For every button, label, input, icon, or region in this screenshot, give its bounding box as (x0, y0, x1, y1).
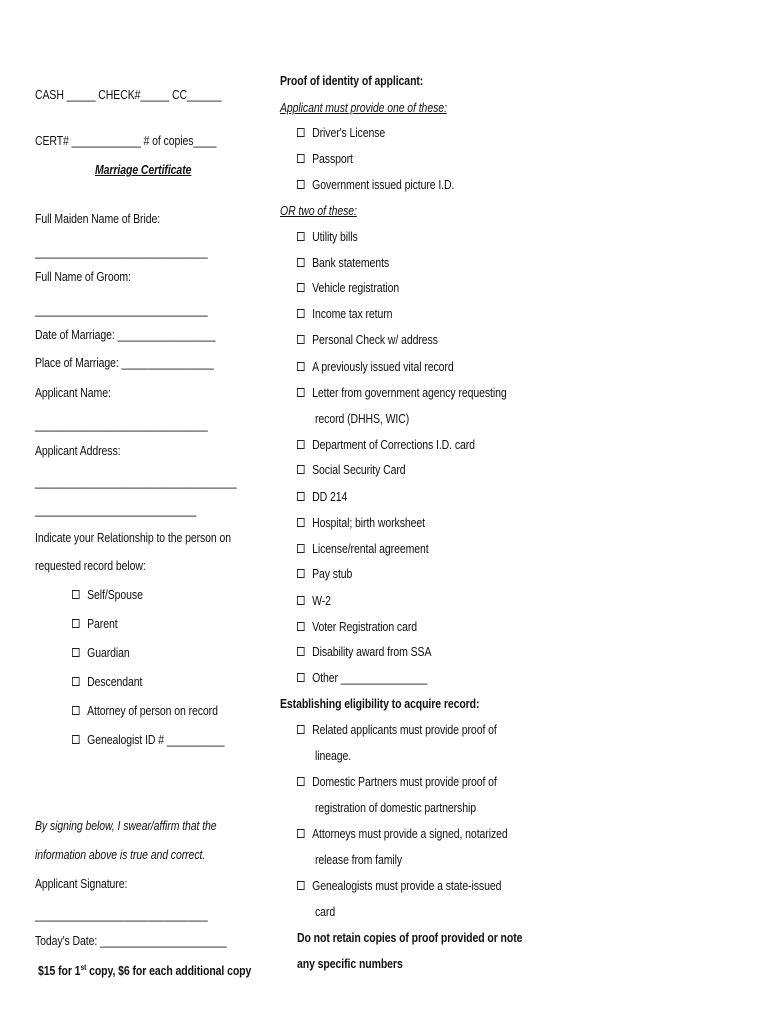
checkbox-icon[interactable] (297, 154, 305, 163)
todays-date-field[interactable]: Today's Date: ______________________ (35, 934, 227, 948)
relationship-option-guardian[interactable]: Guardian (72, 646, 130, 660)
date-of-marriage-field[interactable]: Date of Marriage: _________________ (35, 328, 216, 342)
proof-item[interactable]: DD 214 (297, 490, 347, 504)
form-title: Marriage Certificate (95, 163, 192, 177)
relationship-option-genealogist[interactable]: Genealogist ID # __________ (72, 733, 224, 747)
retain-note-line-2: any specific numbers (297, 957, 403, 971)
proof-item[interactable]: License/rental agreement (297, 542, 429, 556)
checkbox-icon[interactable] (297, 725, 305, 734)
swear-line-2: information above is true and correct. (35, 848, 206, 862)
checkbox-icon[interactable] (297, 596, 305, 605)
eligibility-item-continuation: lineage. (315, 749, 352, 763)
proof-item[interactable]: Utility bills (297, 230, 358, 244)
checkbox-icon[interactable] (297, 465, 305, 474)
checkbox-icon[interactable] (297, 309, 305, 318)
relationship-option-attorney[interactable]: Attorney of person on record (72, 704, 218, 718)
eligibility-item-continuation: registration of domestic partnership (315, 801, 476, 815)
groom-blank[interactable]: ______________________________ (35, 303, 208, 317)
checkbox-icon[interactable] (72, 706, 80, 715)
signature-blank[interactable]: ______________________________ (35, 908, 208, 922)
checkbox-icon[interactable] (72, 619, 80, 628)
checkbox-icon[interactable] (297, 232, 305, 241)
proof-item[interactable]: Personal Check w/ address (297, 333, 438, 347)
checkbox-icon[interactable] (297, 362, 305, 371)
checkbox-icon[interactable] (297, 388, 305, 397)
checkbox-icon[interactable] (72, 648, 80, 657)
proof-item[interactable]: A previously issued vital record (297, 360, 454, 374)
checkbox-icon[interactable] (72, 677, 80, 686)
signature-label: Applicant Signature: (35, 877, 128, 891)
applicant-name-label: Applicant Name: (35, 386, 111, 400)
proof-item[interactable]: Pay stub (297, 567, 352, 581)
checkbox-icon[interactable] (72, 590, 80, 599)
checkbox-icon[interactable] (72, 735, 80, 744)
eligibility-item[interactable]: Related applicants must provide proof of (297, 723, 497, 737)
checkbox-icon[interactable] (297, 647, 305, 656)
eligibility-item-continuation: card (315, 905, 336, 919)
applicant-address-label: Applicant Address: (35, 444, 121, 458)
proof-item[interactable]: Bank statements (297, 256, 389, 270)
proof-item[interactable]: Government issued picture I.D. (297, 178, 454, 192)
checkbox-icon[interactable] (297, 881, 305, 890)
checkbox-icon[interactable] (297, 283, 305, 292)
proof-item[interactable]: Department of Corrections I.D. card (297, 438, 475, 452)
relationship-line-2: requested record below: (35, 559, 146, 573)
checkbox-icon[interactable] (297, 180, 305, 189)
relationship-option-self[interactable]: Self/Spouse (72, 588, 143, 602)
relationship-option-descendant[interactable]: Descendant (72, 675, 142, 689)
proof-item[interactable]: Voter Registration card (297, 620, 417, 634)
place-of-marriage-field[interactable]: Place of Marriage: ________________ (35, 356, 214, 370)
checkbox-icon[interactable] (297, 569, 305, 578)
applicant-name-blank[interactable]: ______________________________ (35, 418, 208, 432)
proof-item[interactable]: Passport (297, 152, 353, 166)
retain-note-line-1: Do not retain copies of proof provided or note (297, 931, 523, 945)
proof-item[interactable]: Hospital; birth worksheet (297, 516, 425, 530)
checkbox-icon[interactable] (297, 492, 305, 501)
proof-item[interactable]: Other _______________ (297, 671, 427, 685)
bride-label: Full Maiden Name of Bride: (35, 212, 161, 226)
swear-line-1: By signing below, I swear/affirm that the (35, 819, 217, 833)
applicant-address-blank-1[interactable]: ___________________________________ (35, 475, 237, 489)
applicant-address-blank-2[interactable]: ____________________________ (35, 503, 197, 517)
eligibility-item[interactable]: Attorneys must provide a signed, notarized (297, 827, 508, 841)
bride-blank[interactable]: ______________________________ (35, 245, 208, 259)
eligibility-item[interactable]: Genealogists must provide a state-issued (297, 879, 501, 893)
checkbox-icon[interactable] (297, 518, 305, 527)
eligibility-heading: Establishing eligibility to acquire record: (280, 697, 480, 711)
proof-item[interactable]: W-2 (297, 594, 331, 608)
proof-item[interactable]: Social Security Card (297, 463, 406, 477)
checkbox-icon[interactable] (297, 335, 305, 344)
checkbox-icon[interactable] (297, 829, 305, 838)
fee-note: $15 for 1st copy, $6 for each additional copy (38, 963, 252, 979)
relationship-line-1: Indicate your Relationship to the person on (35, 531, 232, 545)
cert-line: CERT# ____________ # of copies____ (35, 134, 217, 148)
groom-label: Full Name of Groom: (35, 270, 131, 284)
proof-item[interactable]: Disability award from SSA (297, 645, 431, 659)
or-two-heading: OR two of these: (280, 204, 357, 218)
must-provide-heading: Applicant must provide one of these: (280, 101, 447, 115)
checkbox-icon[interactable] (297, 777, 305, 786)
proof-item[interactable]: Vehicle registration (297, 281, 399, 295)
eligibility-item[interactable]: Domestic Partners must provide proof of (297, 775, 497, 789)
checkbox-icon[interactable] (297, 440, 305, 449)
proof-item[interactable]: Letter from government agency requesting (297, 386, 507, 400)
relationship-option-parent[interactable]: Parent (72, 617, 118, 631)
proof-heading: Proof of identity of applicant: (280, 74, 424, 88)
proof-item[interactable]: Driver's License (297, 126, 385, 140)
checkbox-icon[interactable] (297, 544, 305, 553)
checkbox-icon[interactable] (297, 128, 305, 137)
eligibility-item-continuation: release from family (315, 853, 403, 867)
checkbox-icon[interactable] (297, 622, 305, 631)
proof-item[interactable]: Income tax return (297, 307, 392, 321)
checkbox-icon[interactable] (297, 673, 305, 682)
payment-line: CASH _____ CHECK#_____ CC______ (35, 88, 222, 102)
proof-item-continuation: record (DHHS, WIC) (315, 412, 410, 426)
checkbox-icon[interactable] (297, 258, 305, 267)
